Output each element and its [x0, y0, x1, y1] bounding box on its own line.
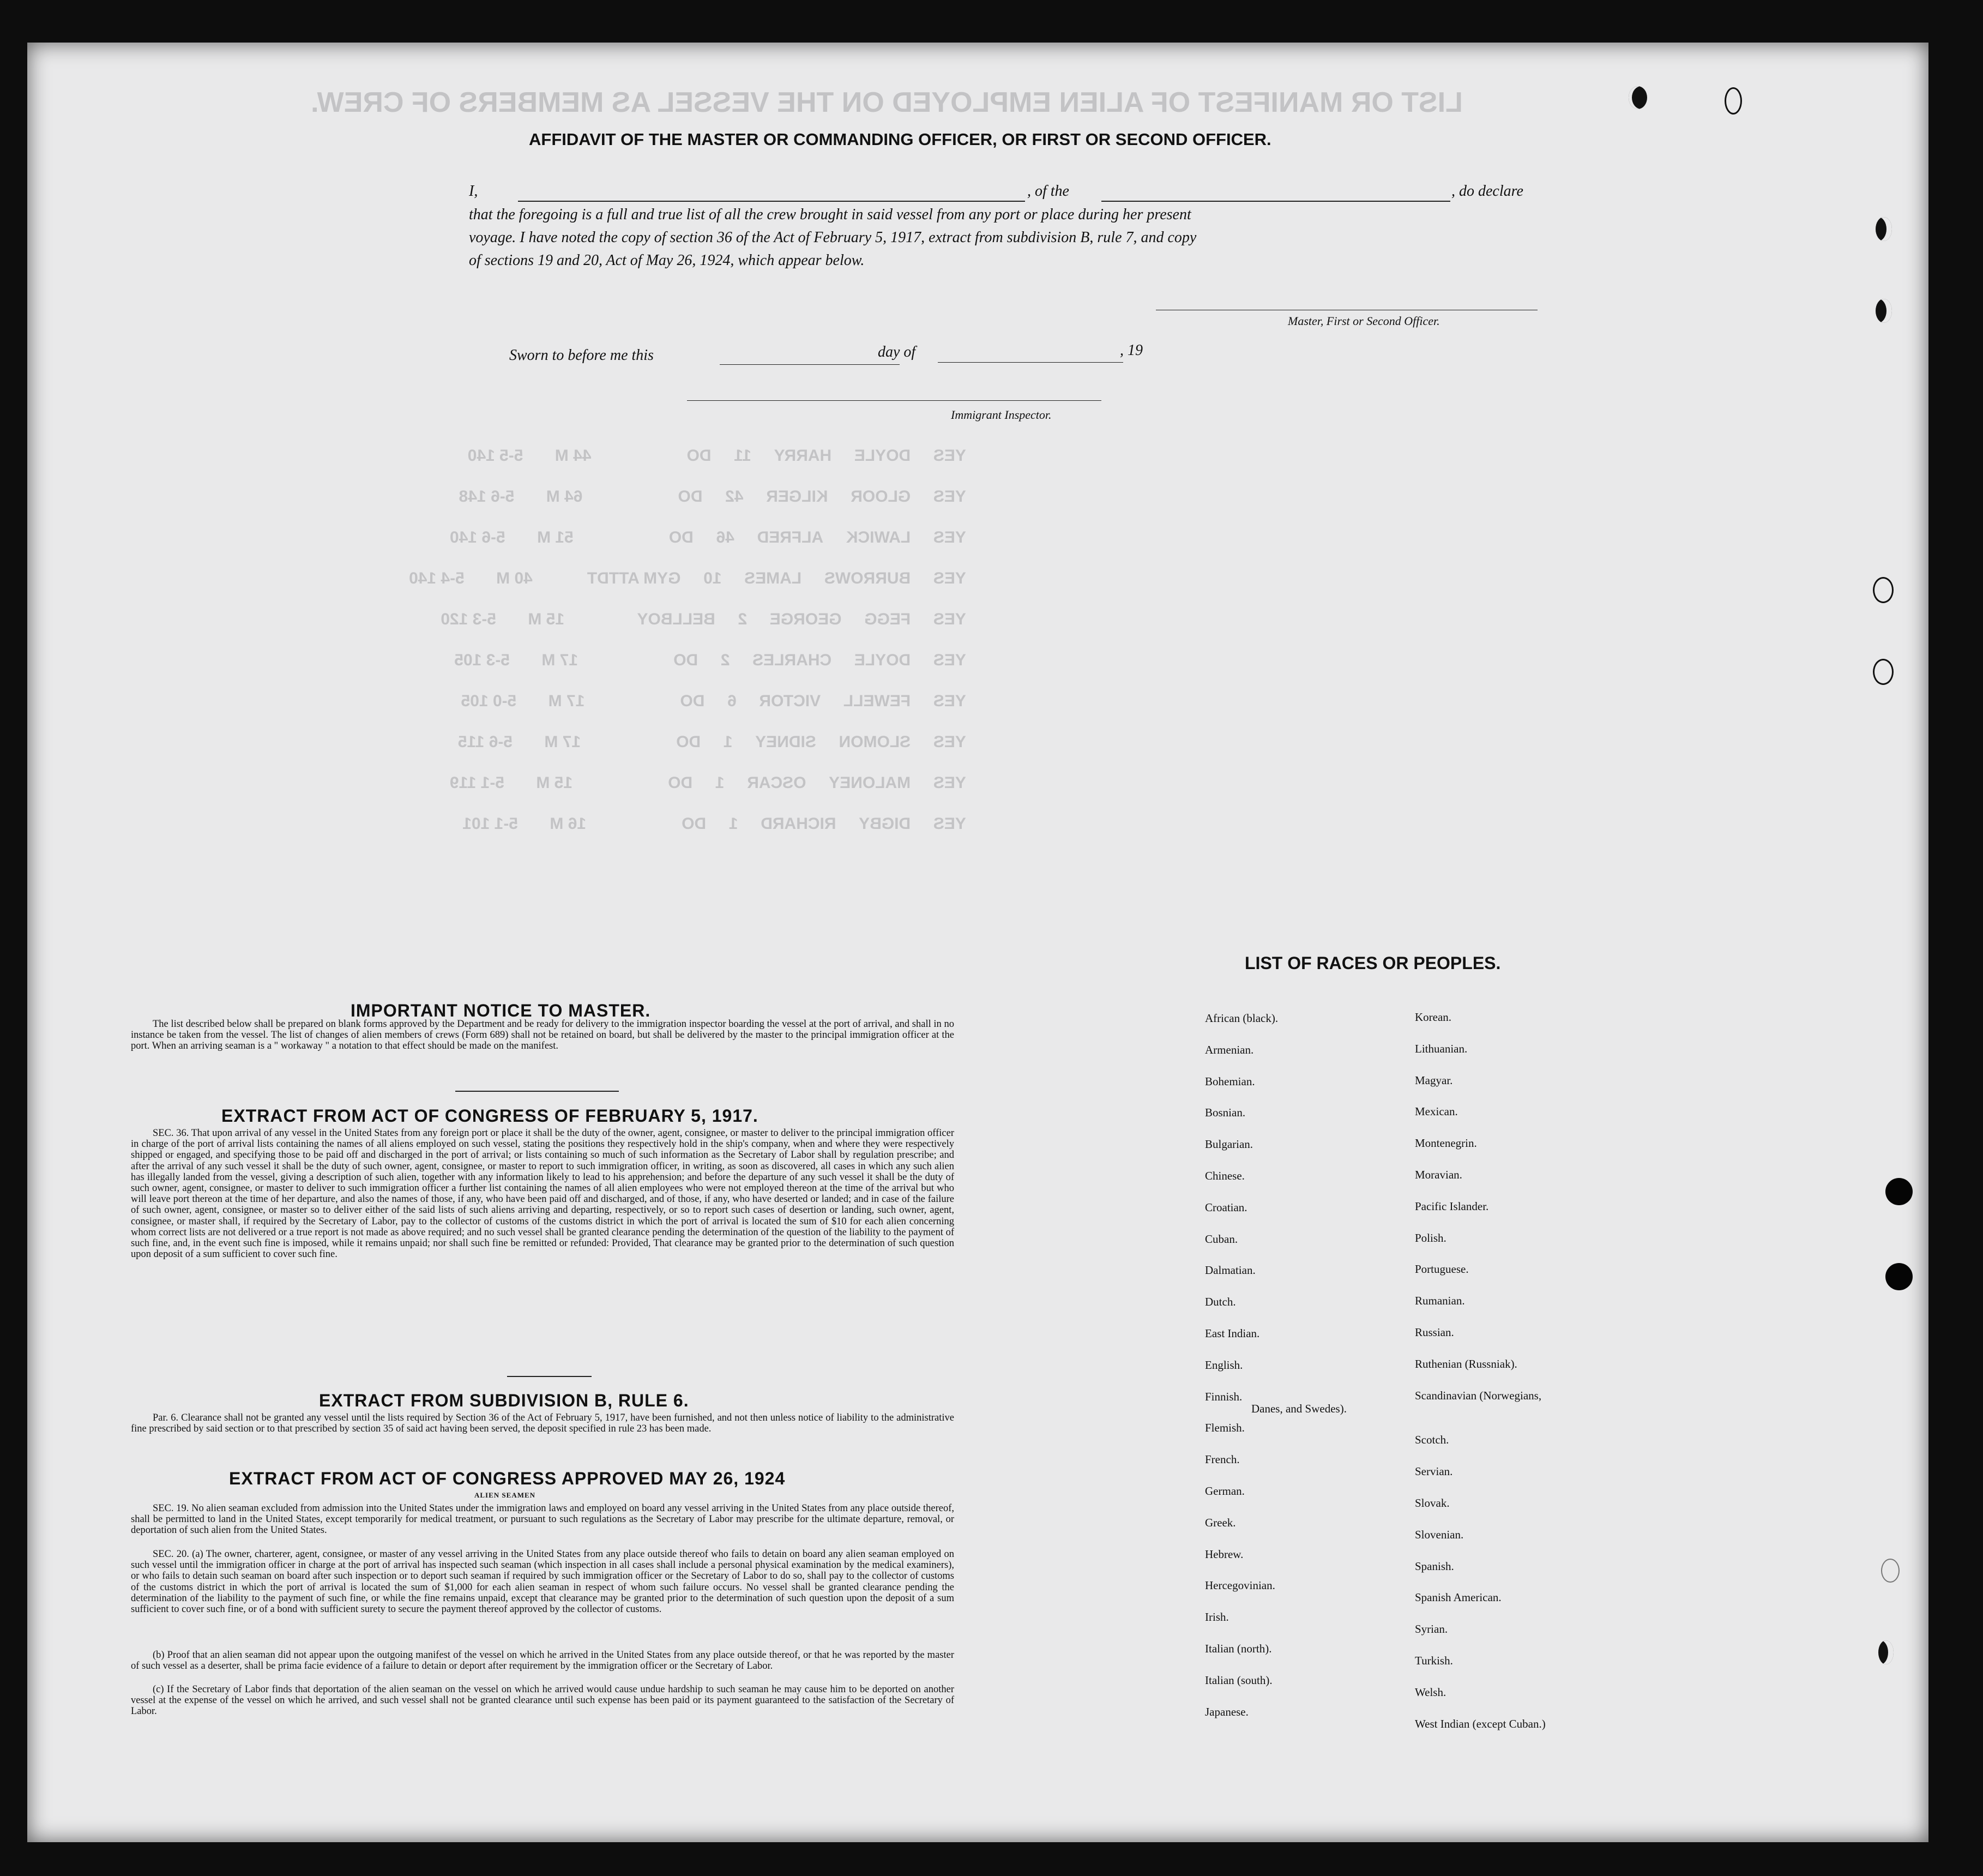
- affidavit-do-declare-label: , do declare: [1451, 183, 1523, 200]
- sworn-month-line: [938, 362, 1123, 363]
- race-item: Russian.: [1415, 1326, 1454, 1339]
- act-1917-text: SEC. 36. That upon arrival of any vessel in the United States from any foreign port or place it shall be the duty of the owner, agent, consignee, or master to deliver to the principal immigration officer in charge of the port of arrival lists containing the names of all aliens employed on such vessel, stating the positions they respectively hold in the ship's company, when and where they were respectively shipped or engaged, and specifying those to be paid off and discharged in the port of arrival; or lists containing so much of such information as the Secretary of Labor shall by regulation prescribe; and after the arrival of any such vessel it shall be the duty of such owner, agent, consignee, or master to report to such immigration officer, in writing, as soon as discovered, all cases in which any such alien has illegally landed from the vessel, giving a description of such alien, together with any information likely to lead to his apprehension; and before the departure of any such vessel it shall be the duty of such owner, agent, consignee, or master to deliver to such immigration officer a further list containing the names of all alien employees who were not employed thereon at the time of the arrival but who will leave port thereon at the time of her departure, and also the names of those, if any, who have been paid off and discharged, and of those, if any, who have deserted or landed; and in case of the failure of such owner, agent, consignee, or master so to deliver either of the said lists of such aliens arriving and departing, respectively, or so to report such cases of desertion or landing, such owner, agent, consignee, or master shall, if required by the Secretary of Labor, pay to the collector of customs of the customs district in which the port of arrival is located the sum of $10 for each alien concerning whom correct lists are not delivered or a true report is not made as above required; and no such vessel shall be granted clearance pending the determination of the question of the liability to the payment of such fine, and, in the event such fine is imposed, while it remains unpaid; nor shall such fine be remitted or refunded: Provided, That clearance may be granted prior to the determination of such question upon deposit of a sum sufficient to cover such fine.: [131, 1128, 954, 1260]
- race-item: Pacific Islander.: [1415, 1199, 1489, 1213]
- act-1924-sec-19: SEC. 19. No alien seaman excluded from admission into the United States under the immigration laws and employed on board any vessel arriving in the United States from any place outside thereof, shall be permitted to land in the United States, except temporarily for medical treatment, or pursuant to such regulations as the Secretary of Labor may prescribe for the ultimate departure, removal, or deportation of such alien from the United States.: [131, 1503, 954, 1536]
- act-1924-sec-20a: SEC. 20. (a) The owner, charterer, agent, consignee, or master of any vessel arriving in the United States from any place outside thereof who fails to detain on board any alien seaman employed on such vessel until the immigration officer in charge at the port of arrival has inspected such seaman (which inspection in all cases shall include a personal physical examination by the medical examiners), or who fails to detain such seaman on board after such inspection or to deport such seaman if required by such immigration officer or the Secretary of Labor to do so, shall pay to the collector of customs of the customs district in which the port of arrival is located the sum of $1,000 for each alien seaman in respect of whom such failure occurs. No vessel shall be granted clearance pending the determination of the liability to the payment of such fine, or while the fine remains unpaid, except that clearance may be granted prior to the determination of such question upon the deposit of a sum sufficient to cover such fine, or of a bond with sufficient surety to secure the payment thereof approved by the collector of customs.: [131, 1549, 954, 1615]
- race-item: Portuguese.: [1415, 1262, 1469, 1276]
- sworn-day-line: [720, 364, 900, 365]
- race-item: Cuban.: [1205, 1232, 1238, 1246]
- race-item: Croatian.: [1205, 1200, 1247, 1214]
- punch-hole: [1876, 299, 1892, 323]
- race-item: German.: [1205, 1484, 1245, 1498]
- race-item: West Indian (except Cuban.): [1415, 1717, 1546, 1730]
- race-item: Danes, and Swedes).: [1251, 1402, 1347, 1415]
- year-label: , 19: [1120, 342, 1143, 359]
- signature-caption: Master, First or Second Officer.: [1288, 314, 1440, 328]
- race-item: Armenian.: [1205, 1043, 1254, 1056]
- race-item: Bosnian.: [1205, 1106, 1246, 1120]
- race-item: Montenegrin.: [1415, 1137, 1477, 1150]
- punch-hole: [1885, 1178, 1913, 1205]
- race-item: African (black).: [1205, 1012, 1279, 1025]
- affidavit-of-the-label: , of the: [1027, 183, 1069, 200]
- bleed-through-rows: YES DOYLE HARRY 11 DO 44 M 5-5 140 YES GLOOR KILGER 42 DO 64 M 5-6 148 YES LAWICK ALFRED 46 DO 51 M 5-6 140 YES BURROWS LAMES 10 GYM ATTDT 40 M 5-4 140 YES FEGG GEORGE 2 BELLBOY 15 M 5-3 120 YES DOYLE CHARLES 2 DO 17 M 5-3 105 YES FEWELL VICTOR 6 DO 17 M 5-0 105 YES SLOMON SIDNEY 1 DO 17 M 5-6 115 YES MALONEY OSCAR 1 DO 15 M 5-1 119 YES DIGBY RICHARD 1 DO 16 M 5-1 101: [409, 447, 966, 833]
- race-item: Hebrew.: [1205, 1547, 1244, 1561]
- punch-hole: [1629, 86, 1647, 109]
- act-1917-title: EXTRACT FROM ACT OF CONGRESS OF FEBRUARY 5, 1917.: [221, 1106, 758, 1126]
- affidavit-line-2: voyage. I have noted the copy of section 36 of the Act of February 5, 1917, extract from subdivision B, rule 7, and copy: [469, 229, 1197, 246]
- race-item: Korean.: [1415, 1011, 1452, 1024]
- race-item: Slovak.: [1415, 1496, 1450, 1510]
- divider: [507, 1376, 592, 1377]
- affidavit-i-label: I,: [469, 183, 478, 200]
- race-item: Slovenian.: [1415, 1528, 1464, 1541]
- race-item: Bohemian.: [1205, 1074, 1255, 1088]
- punch-hole: [1876, 217, 1892, 241]
- race-item: Magyar.: [1415, 1073, 1453, 1087]
- race-item: Moravian.: [1415, 1168, 1462, 1181]
- race-item: Servian.: [1415, 1465, 1453, 1478]
- inspector-caption: Immigrant Inspector.: [951, 408, 1052, 422]
- inspector-line: [687, 400, 1101, 401]
- act-1924-sec-20b: (b) Proof that an alien seaman did not appear upon the outgoing manifest of the vessel on which he arrived in the United States from any place outside thereof, or that he was reported by the master of such vessel as a deserter, shall be prima facie evidence of a failure to detain or deport after requirement by the immigration officer or the Secretary of Labor.: [131, 1650, 954, 1672]
- affidavit-line-1: that the foregoing is a full and true list of all the crew brought in said vessel from any port or place during her present: [469, 206, 1191, 223]
- punch-hole: [1881, 1559, 1900, 1583]
- affidavit-line-3: of sections 19 and 20, Act of May 26, 1924, which appear below.: [469, 252, 865, 269]
- punch-hole: [1725, 87, 1742, 115]
- race-item: East Indian.: [1205, 1327, 1260, 1340]
- race-item: Scotch.: [1415, 1433, 1449, 1447]
- race-item: Greek.: [1205, 1516, 1236, 1529]
- race-item: Mexican.: [1415, 1105, 1458, 1119]
- race-item: Welsh.: [1415, 1685, 1446, 1699]
- punch-hole: [1873, 659, 1894, 685]
- races-title: LIST OF RACES OR PEOPLES.: [1245, 953, 1501, 973]
- day-of-label: day of: [878, 344, 916, 360]
- bleed-through-heading: LIST OR MANIFEST OF ALIEN EMPLOYED ON THE VESSEL AS MEMBERS OF CREW.: [311, 87, 1463, 118]
- race-item: Flemish.: [1205, 1421, 1245, 1435]
- punch-hole: [1878, 1640, 1894, 1664]
- race-item: Rumanian.: [1415, 1294, 1465, 1308]
- race-item: Finnish.: [1205, 1390, 1243, 1403]
- race-item: Spanish.: [1415, 1559, 1454, 1573]
- race-item: Scandinavian (Norwegians,: [1415, 1388, 1542, 1402]
- race-item: Dutch.: [1205, 1295, 1236, 1309]
- vessel-line: [1101, 201, 1450, 202]
- subdivision-b-text: Par. 6. Clearance shall not be granted any vessel until the lists required by Section 36 of the Act of February 5, 1917, have been furnished, and not then unless notice of liability to the administrative fine prescribed by said section or to that prescribed by section 35 of said act having been served, the deposit specified in rule 23 has been made.: [131, 1412, 954, 1435]
- notice-text: The list described below shall be prepared on blank forms approved by the Department and be ready for delivery to the immigration inspector boarding the vessel at the port of arrival, and shall in no instance be taken from the vessel. The list of changes of alien members of crews (Form 689) shall not be retained on board, but shall be delivered by the master to the principal immigration officer at the port. When an arriving seaman is a " workaway " a notation to that effect should be made on the manifest.: [131, 1019, 954, 1052]
- race-item: French.: [1205, 1453, 1240, 1466]
- race-item: Lithuanian.: [1415, 1042, 1468, 1055]
- race-item: Turkish.: [1415, 1654, 1453, 1667]
- race-item: Hercegovinian.: [1205, 1579, 1275, 1592]
- affidavit-title: AFFIDAVIT OF THE MASTER OR COMMANDING OFFICER, OR FIRST OR SECOND OFFICER.: [529, 130, 1271, 149]
- sworn-label: Sworn to before me this: [509, 347, 654, 364]
- act-1924-sec-20c: (c) If the Secretary of Labor finds that deportation of the alien seaman on the vessel on which he arrived would cause undue hardship to such seaman he may cause him to be deported on another vessel at the expense of the vessel on which he arrived, and such vessel shall not be granted clearance until such expense has been paid or its payment guaranteed to the satisfaction of the Secretary of Labor.: [131, 1684, 954, 1717]
- name-line: [518, 201, 1025, 202]
- act-1924-title: EXTRACT FROM ACT OF CONGRESS APPROVED MAY 26, 1924: [229, 1469, 786, 1488]
- divider: [455, 1091, 619, 1092]
- subdivision-b-title: EXTRACT FROM SUBDIVISION B, RULE 6.: [319, 1391, 689, 1410]
- race-item: Japanese.: [1205, 1705, 1249, 1718]
- race-item: Spanish American.: [1415, 1591, 1502, 1604]
- race-item: Syrian.: [1415, 1622, 1448, 1636]
- race-item: English.: [1205, 1358, 1243, 1372]
- notice-title: IMPORTANT NOTICE TO MASTER.: [351, 1001, 651, 1020]
- race-item: Irish.: [1205, 1610, 1229, 1624]
- form-page: [27, 43, 1928, 1842]
- punch-hole: [1873, 577, 1894, 603]
- act-1924-subtitle: ALIEN SEAMEN: [474, 1491, 536, 1499]
- race-item: Dalmatian.: [1205, 1264, 1256, 1277]
- race-item: Polish.: [1415, 1231, 1446, 1244]
- race-item: Chinese.: [1205, 1169, 1245, 1182]
- race-item: Italian (south).: [1205, 1673, 1273, 1687]
- punch-hole: [1885, 1263, 1913, 1290]
- race-item: Bulgarian.: [1205, 1138, 1253, 1151]
- race-item: Italian (north).: [1205, 1642, 1272, 1655]
- race-item: Ruthenian (Russniak).: [1415, 1357, 1517, 1370]
